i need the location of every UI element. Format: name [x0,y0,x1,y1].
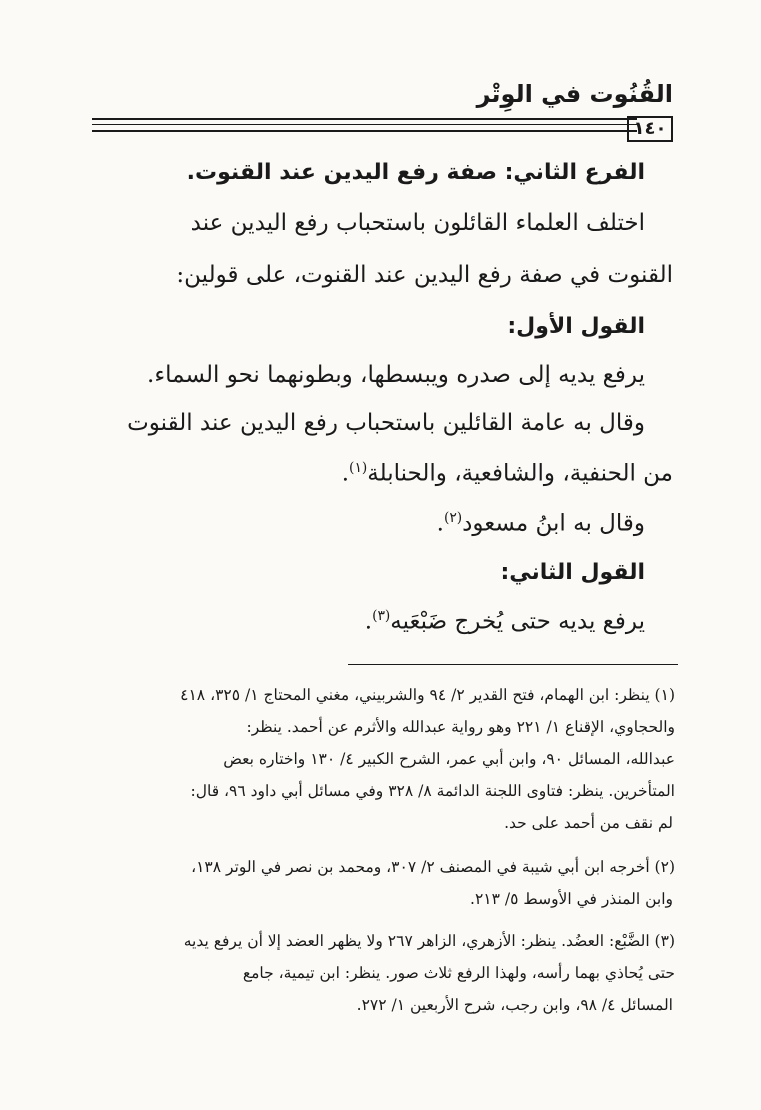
page-number: ١٤٠ [627,116,673,142]
running-title: القُنُوت في الوِتْر [476,80,673,108]
second-opinion-text: يرفع يديه حتى يُخرج ضَبْعَيه [390,608,645,635]
footnote-2-line-2: وابن المنذر في الأوسط ٥/ ٢١٣. [470,890,673,908]
footnote-3-line-2: حتى يُحاذي بهما رأسه، ولهذا الرفع ثلاث صور. ينظر: ابن تيمية، جامع [242,964,675,982]
paragraph-3-end: . [436,510,444,537]
paragraph-2-line-1: وقال به عامة القائلين باستحباب رفع اليدين عند القنوت [127,410,645,436]
first-opinion-title: القول الأول: [507,314,645,339]
footnote-1-line-3: عبدالله، المسائل ٩٠، وابن أبي عمر، الشرح الكبير ٤/ ١٣٠ واختاره بعض [223,750,675,768]
footnote-3-line-1: (٣) الضَّبْع: العضُد. ينظر: الأزهري، الزاهر ٢٦٧ ولا يظهر العضد إلا أن يرفع يديه [183,932,675,950]
footnote-ref-3: (٣) [372,608,391,624]
second-opinion-end: . [364,608,373,635]
footnote-separator [348,664,678,665]
second-opinion-title: القول الثاني: [500,560,645,585]
header-rule-bottom [92,130,637,132]
paragraph-3 [437,510,645,537]
footnote-ref-2: (٢) [443,510,463,526]
paragraph-3-text: وقال به ابنُ مسعود [462,510,645,537]
second-opinion-line [365,608,645,635]
footnote-2-line-1: (٢) أخرجه ابن أبي شيبة في المصنف ٢/ ٣٠٧، ومحمد بن نصر في الوتر ١٣٨، [191,858,675,876]
section-heading: الفرع الثاني: صفة رفع اليدين عند القنوت. [186,160,645,185]
paragraph-2-line-2 [342,460,673,487]
first-opinion-text: يرفع يديه إلى صدره ويبسطها، وبطونهما نحو السماء. [147,362,645,388]
paragraph-2-end: . [341,460,350,487]
paragraph-1-line-1: اختلف العلماء القائلون باستحباب رفع اليدين عند [190,210,645,236]
footnote-1-line-5: لم نقف من أحمد على حد. [504,814,673,832]
footnote-1-line-1: (١) ينظر: ابن الهمام، فتح القدير ٢/ ٩٤ والشربيني، مغني المحتاج ١/ ٣٢٥، ٤١٨ [180,686,675,704]
footnote-ref-1: (١) [349,460,368,476]
footnote-1-line-4: المتأخرين. ينظر: فتاوى اللجنة الدائمة ٨/ ٣٢٨ وفي مسائل أبي داود ٩٦، قال: [190,782,675,800]
header-rule-top [92,118,637,120]
header-rule-middle [92,124,637,125]
paragraph-2-text: من الحنفية، والشافعية، والحنابلة [367,460,673,487]
footnote-3-line-3: المسائل ٤/ ٩٨، وابن رجب، شرح الأربعين ١/ ٢٧٢. [356,996,673,1014]
footnote-1-line-2: والحجاوي، الإقناع ١/ ٢٢١ وهو رواية عبدالله والأثرم عن أحمد. ينظر: [246,718,675,736]
paragraph-1-line-2: القنوت في صفة رفع اليدين عند القنوت، على قولين: [176,262,673,288]
